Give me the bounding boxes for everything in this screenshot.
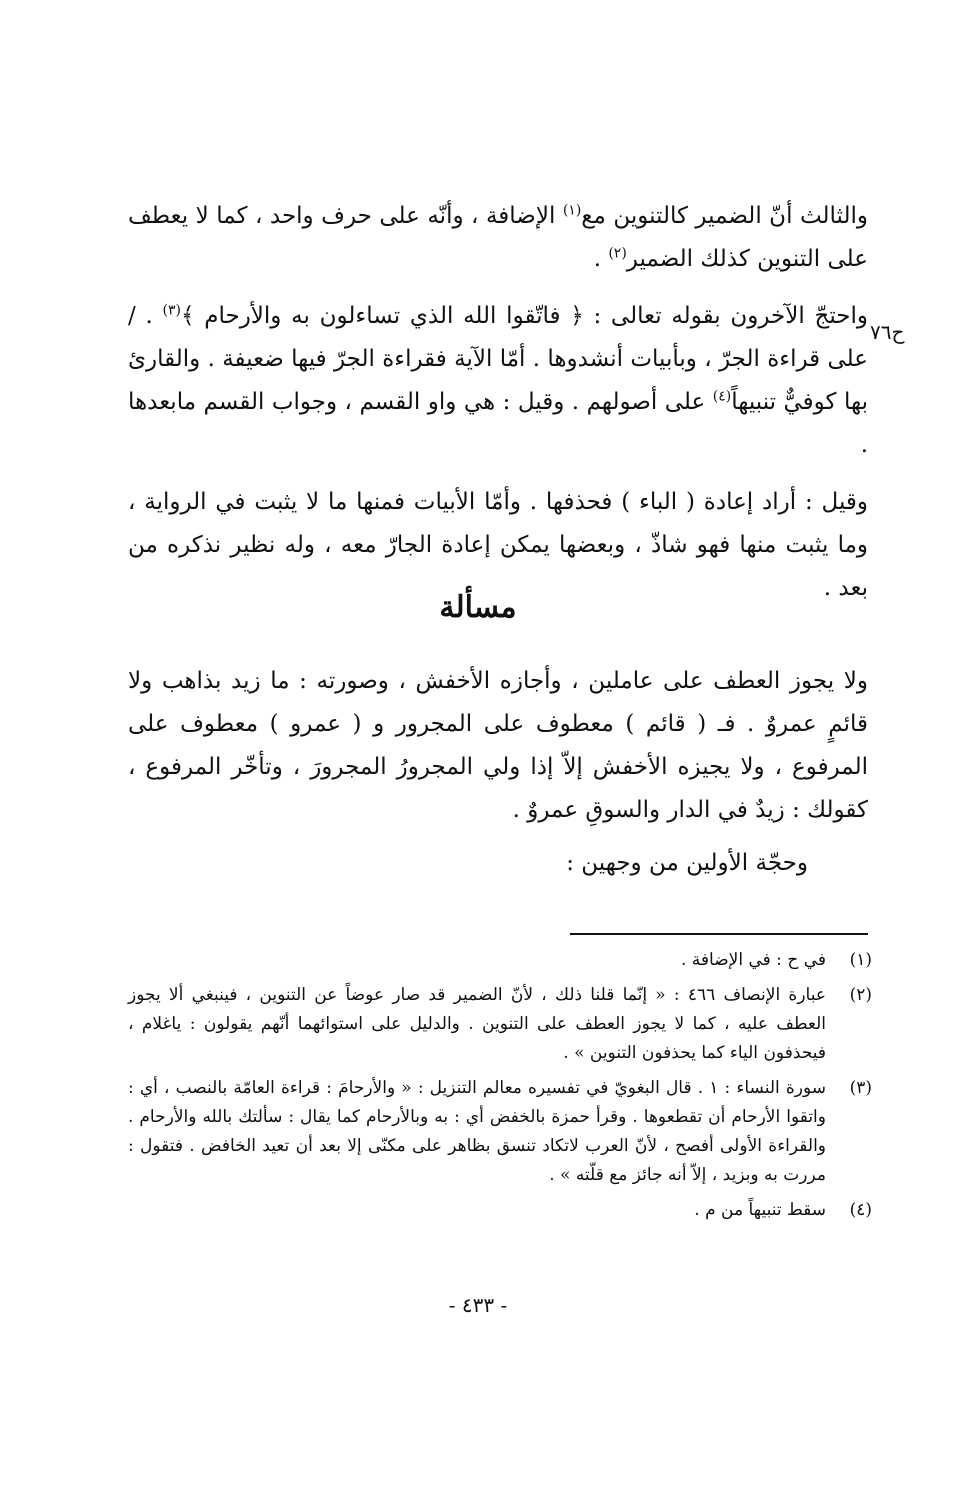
paragraph-response: وقيل : أراد إعادة ( الباء ) فحذفها . وأمّا الأبيات فمنها ما لا يثبت في الرواية ، وما يثبت منها فهو شاذّ ، وبعضها يمكن إعادة الجارّ معه ، وله نظير نذكره من بعد . [128, 489, 868, 601]
footnote-text: في ح : في الإضافة . [681, 950, 826, 970]
footnote-number: (٤) [849, 1200, 872, 1220]
section-heading: مسألة [439, 590, 517, 625]
footnote-text: سورة النساء : ١ . قال البغويّ في تفسيره معالم التنزيل : « والأرحامَ : قراءة العامّة بالنصب ، أي : واتقوا الأرحام أن تقطعوها . وقرأ حمزة بالخفض أي : به وبالأرحام كما يقال : سألتك بالله والأرحام . والقراءة الأولى أفصح ، لأنّ العرب لاتكاد تنسق بظاهر على مكنّى إلا بعد أن تعيد الخافض . فتقول : مررت به وبزيد ، إلاّ أنه جائز مع قلّته » . [128, 1078, 826, 1185]
manuscript-page-marker: ح٧٦ [870, 320, 905, 344]
paragraph-others-argument: واحتجّ الآخرون بقوله تعالى : ﴿ فاتّقوا الله الذي تساءلون به والأرحام ﴾$^{(٣)}$ . / على قراءة الجرّ ، وبأبيات أنشدوها . أمّا الآية فقراءة الجرّ فيها ضعيفة . والقارئ بها كوفيٌّ تنبيهاً$^{(٤)}$ على أصولهم . وقيل : هي واو القسم ، وجواب القسم مابعدها . [128, 302, 869, 458]
footnote-separator [570, 933, 868, 935]
footnote-ref-3[interactable]: (٣) [162, 302, 182, 319]
footnote-number: (٣) [849, 1078, 872, 1098]
footnote-item [128, 946, 872, 975]
page-number: - ٤٣٣ - [448, 1293, 508, 1317]
footnote-text: عبارة الإنصاف ٤٦٦ : « إنّما قلنا ذلك ، لأنّ الضمير قد صار عوضاً عن التنوين ، فينبغي ألا يجوز العطف عليه ، كما لا يجوز العطف على التنوين . والدليل على استوائهما أنّهم يقولون : ياغلام ، فيحذفون الياء كما يحذفون التنوين » . [128, 985, 826, 1063]
paragraph-evidence-intro: وحجّة الأولين من وجهين : [566, 850, 808, 876]
footnotes [128, 946, 872, 1231]
footnote-ref-4[interactable]: (٤) [712, 388, 732, 405]
paragraph-third-argument: والثالث أنّ الضمير كالتنوين مع$^{(١)}$ الإضافة ، وأنّه على حرف واحد ، كما لا يعطف على التنوين كذلك الضمير$^{(٢)}$ . [128, 202, 868, 272]
footnote-number: (٢) [849, 985, 872, 1005]
lower-text-block [128, 660, 868, 885]
footnote-item [128, 1074, 872, 1190]
footnote-number: (١) [849, 950, 872, 970]
upper-text-block [128, 195, 868, 610]
footnote-ref-2[interactable]: (٢) [608, 245, 627, 262]
footnote-ref-1[interactable]: (١) [562, 202, 582, 219]
footnote-text: سقط تنبيهاً من م . [694, 1200, 826, 1220]
paragraph-issue: ولا يجوز العطف على عاملين ، وأجازه الأخفش ، وصورته : ما زيد بذاهب ولا قائمٍ عمروٌ . فـ ( قائم ) معطوف على المجرور و ( عمرو ) معطوف على المرفوع ، ولا يجيزه الأخفش إلاّ إذا ولي المجرورُ المجرورَ ، وتأخّر المرفوع ، كقولك : زيدٌ في الدار والسوقِ عمروٌ . [128, 668, 868, 823]
footnote-item [128, 1196, 872, 1225]
footnote-item [128, 981, 872, 1068]
